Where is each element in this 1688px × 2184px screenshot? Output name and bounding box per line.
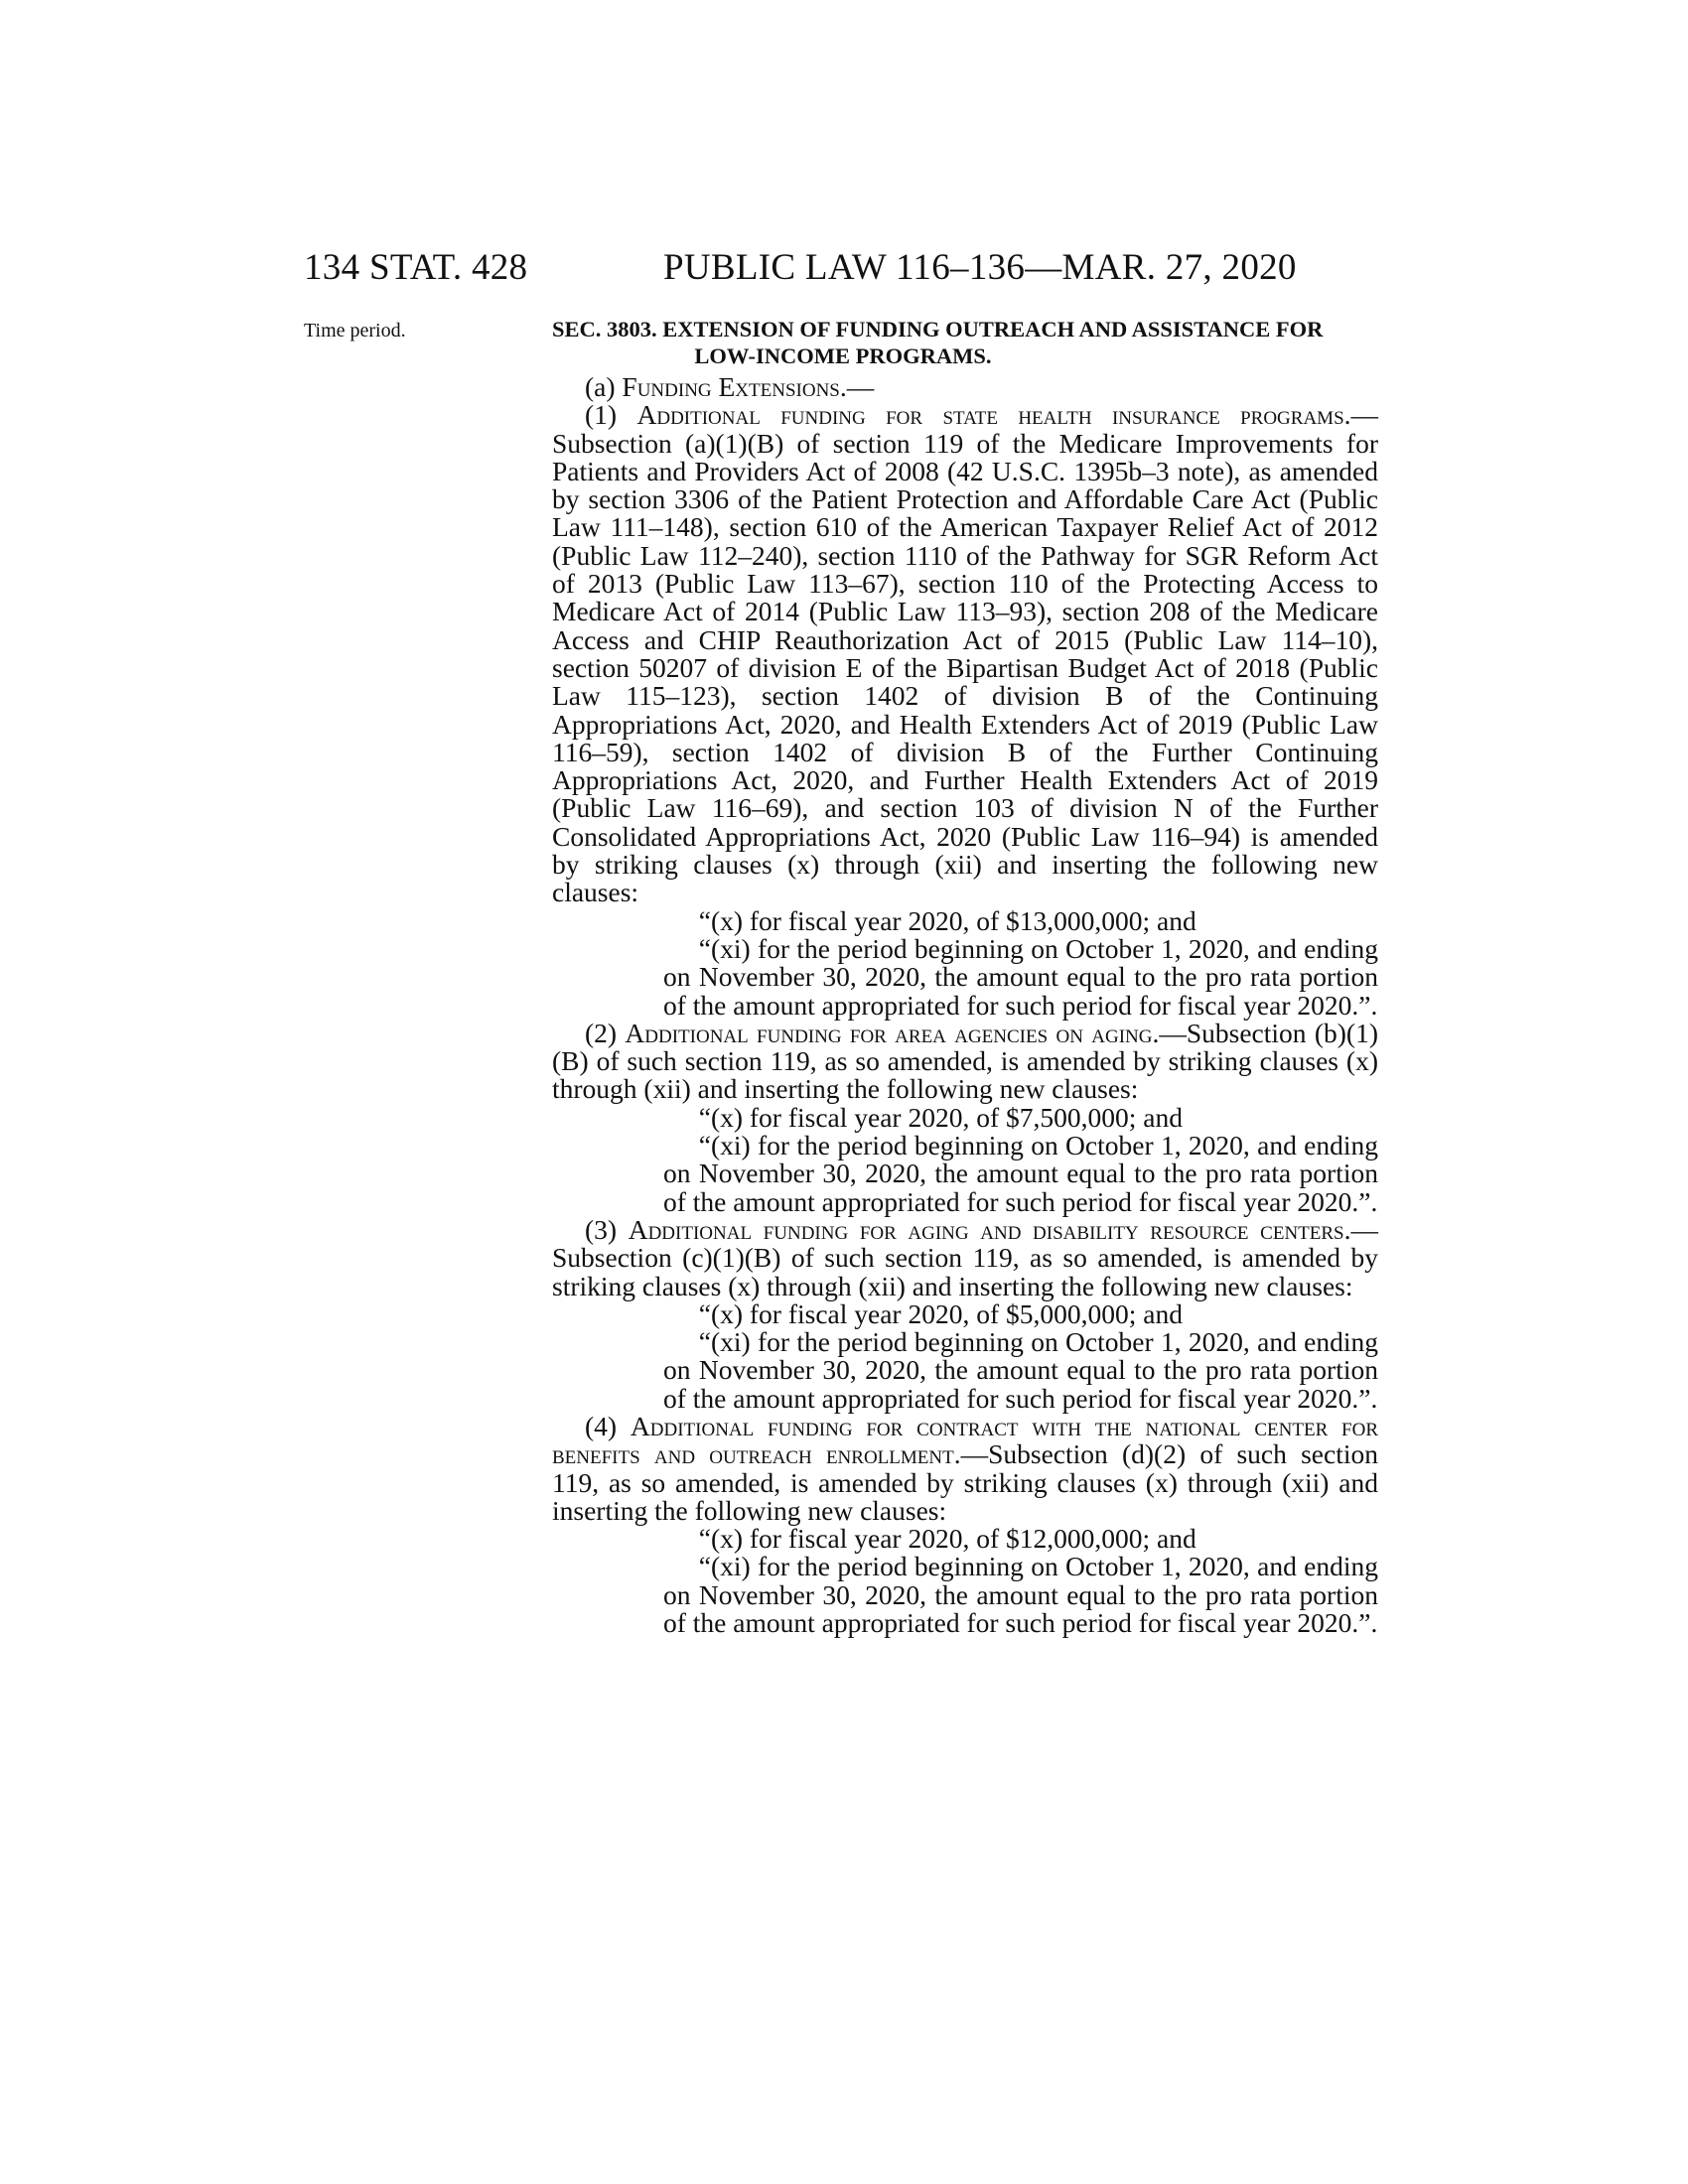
paragraph-2-clause-xi: “(xi) for the period beginning on October 1, 2020, and ending on November 30, 2020, the amount equal to the pro rata portion of the amount appropriated for such period for fiscal year 2020.”.: [663, 1130, 1378, 1217]
paragraph-4-clause-x: “(x) for fiscal year 2020, of $12,000,000; and: [698, 1523, 1196, 1555]
running-header: PUBLIC LAW 116–136—MAR. 27, 2020: [663, 247, 1297, 288]
paragraph-1-title: Additional funding for state health insurance programs.—: [636, 399, 1379, 431]
margin-note: Time period.: [304, 320, 406, 341]
paragraph-4-title: Additional funding for contract with the national center for benefits and outreach enrollment.—: [552, 1410, 1379, 1470]
section-heading: [552, 316, 1378, 369]
section-heading-line2: LOW-INCOME PROGRAMS.: [694, 343, 992, 368]
paragraph-2-text: Subsection (b)(1)(B) of such section 119, as so amended, is amended by striking clauses (x) through (xii) and inserting the following new clauses:: [552, 1017, 1378, 1105]
paragraph-2: (2) Additional funding for area agencies on aging.—Subsection (b)(1)(B) of such section 119, as so amended, is amended by striking clauses (x) through (xii) and inserting the following new clauses:: [552, 1017, 1378, 1105]
paragraph-3-clause-x: “(x) for fiscal year 2020, of $5,000,000; and: [698, 1297, 1183, 1329]
paragraph-3: (3) Additional funding for aging and disability resource centers.—Subsection (c)(1)(B) of such section 119, as so amended, is amended by striking clauses (x) through (xii) and inserting the following new clauses:: [552, 1213, 1378, 1301]
paragraph-3-clause-xi: “(xi) for the period beginning on October 1, 2020, and ending on November 30, 2020, the amount equal to the pro rata portion of the amount appropriated for such period for fiscal year 2020.”.: [663, 1326, 1378, 1414]
paragraph-4-clause-xi: “(xi) for the period beginning on October 1, 2020, and ending on November 30, 2020, the amount equal to the pro rata portion of the amount appropriated for such period for fiscal year 2020.”.: [663, 1551, 1378, 1639]
page-stat-citation: 134 STAT. 428: [304, 247, 528, 288]
section-body: [552, 316, 1378, 1637]
subsection-a-title: Funding Extensions.—: [622, 371, 875, 402]
paragraph-1-clause-x: “(x) for fiscal year 2020, of $13,000,000; and: [698, 904, 1196, 936]
section-heading-line1: SEC. 3803. EXTENSION OF FUNDING OUTREACH AND ASSISTANCE FOR: [552, 317, 1324, 341]
paragraph-3-text: Subsection (c)(1)(B) of such section 119, as so amended, is amended by striking clauses (x) through (xii) and inserting the following new clauses:: [552, 1242, 1378, 1301]
paragraph-2-clause-x: “(x) for fiscal year 2020, of $7,500,000; and: [698, 1101, 1183, 1133]
paragraph-1-clause-xi: “(xi) for the period beginning on October 1, 2020, and ending on November 30, 2020, the amount equal to the pro rata portion of the amount appropriated for such period for fiscal year 2020.”.: [663, 932, 1378, 1021]
subsection-a: (a) Funding Extensions.—: [585, 371, 875, 402]
paragraph-1-text: Subsection (a)(1)(B) of section 119 of the Medicare Improvements for Patients and Providers Act of 2008 (42 U.S.C. 1395b–3 note), as amended by section 3306 of the Patient Protection and Affordable Care Act (Public Law 111–148), section 610 of the American Taxpayer Relief Act of 2012 (Public Law 112–240), section 1110 of the Pathway for SGR Reform Act of 2013 (Public Law 113–67), section 110 of the Protecting Access to Medicare Act of 2014 (Public Law 113–93), section 208 of the Medicare Access and CHIP Reauthorization Act of 2015 (Public Law 114–10), section 50207 of division E of the Bipartisan Budget Act of 2018 (Public Law 115–123), section 1402 of division B of the Continuing Appropriations Act, 2020, and Health Extenders Act of 2019 (Public Law 116–59), section 1402 of division B of the Further Continuing Appropriations Act, 2020, and Further Health Extenders Act of 2019 (Public Law 116–69), and section 103 of division N of the Further Consolidated Appropriations Act, 2020 (Public Law 116–94) is amended by striking clauses (x) through (xii) and inserting the following new clauses:: [552, 427, 1378, 908]
paragraph-3-title: Additional funding for aging and disability resource centers.—: [628, 1213, 1378, 1245]
paragraph-2-title: Additional funding for area agencies on aging.—: [625, 1017, 1187, 1048]
paragraph-1: (1) Additional funding for state health insurance programs.—Subsection (a)(1)(B) of section 119 of the Medicare Improvements for Patients and Providers Act of 2008 (42 U.S.C. 1395b–3 note), as amended by section 3306 of the Patient Protection and Affordable Care Act (Public Law 111–148), section 610 of the American Taxpayer Relief Act of 2012 (Public Law 112–240), section 1110 of the Pathway for SGR Reform Act of 2013 (Public Law 113–67), section 110 of the Protecting Access to Medicare Act of 2014 (Public Law 113–93), section 208 of the Medicare Access and CHIP Reauthorization Act of 2015 (Public Law 114–10), section 50207 of division E of the Bipartisan Budget Act of 2018 (Public Law 115–123), section 1402 of division B of the Continuing Appropriations Act, 2020, and Health Extenders Act of 2019 (Public Law 116–59), section 1402 of division B of the Further Continuing Appropriations Act, 2020, and Further Health Extenders Act of 2019 (Public Law 116–69), and section 103 of division N of the Further Consolidated Appropriations Act, 2020 (Public Law 116–94) is amended by striking clauses (x) through (xii) and inserting the following new clauses:: [552, 399, 1379, 908]
paragraph-4-text: Subsection (d)(2) of such section 119, as so amended, is amended by striking clauses (x) through (xii) and inserting the following new clauses:: [552, 1438, 1378, 1526]
paragraph-4: (4) Additional funding for contract with the national center for benefits and outreach enrollment.—Subsection (d)(2) of such section 119, as so amended, is amended by striking clauses (x) through (xii) and inserting the following new clauses:: [552, 1410, 1379, 1526]
